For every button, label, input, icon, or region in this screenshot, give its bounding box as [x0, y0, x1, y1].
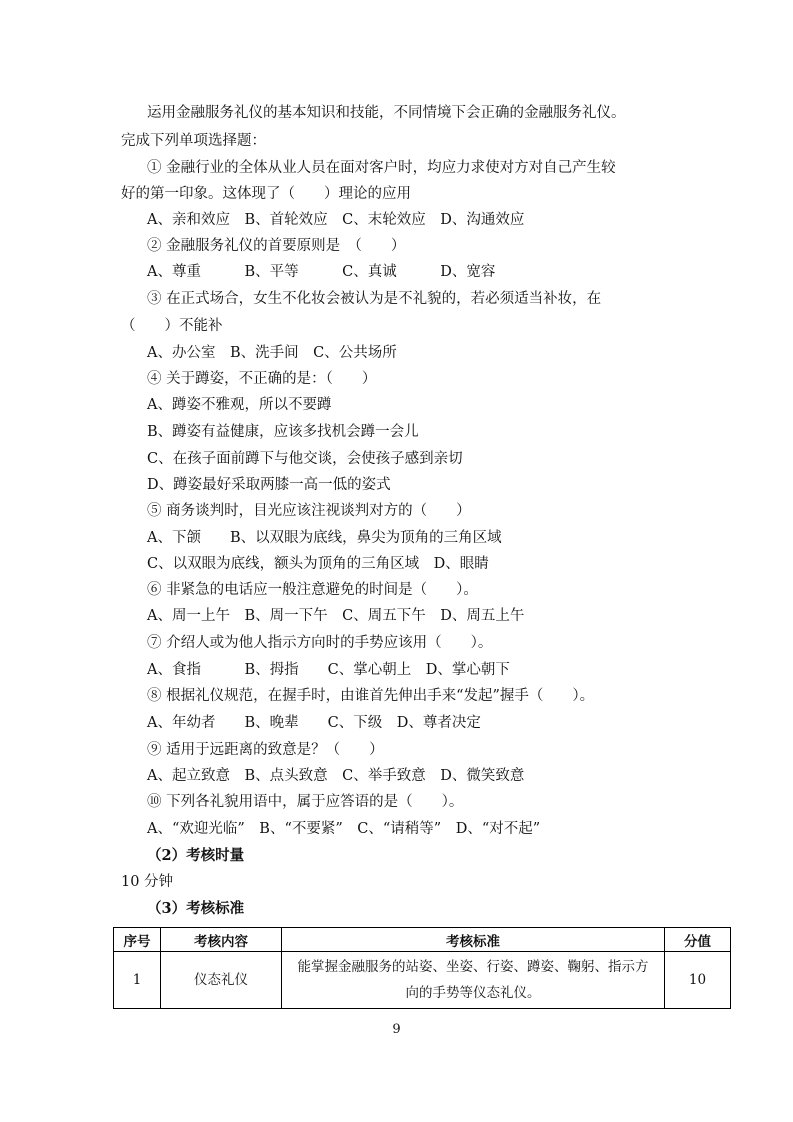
q3-stem-line-2: （ ）不能补	[121, 318, 223, 334]
q8-stem: ⑧ 根据礼仪规范，在握手时，由谁首先伸出手来“发起”握手（ ）。	[147, 688, 595, 704]
q9-options: A、起立致意 B、点头致意 C、举手致意 D、微笑致意	[147, 768, 525, 784]
q10-options: A、“欢迎光临” B、“不要紧” C、“请稍等” D、“对不起”	[147, 821, 541, 837]
q5-stem: ⑤ 商务谈判时，目光应该注视谈判对方的（ ）	[147, 503, 471, 519]
table-row	[114, 952, 731, 1009]
page-number: 9	[392, 1022, 401, 1037]
cell-score: 10	[665, 952, 731, 1009]
q3-stem-line-1: ③ 在正式场合，女生不化妆会被认为是不礼貌的，若必须适当补妆，在	[147, 291, 602, 307]
q4-option-c: C、在孩子面前蹲下与他交谈，会使孩子感到亲切	[147, 451, 463, 467]
intro-line-2: 完成下列单项选择题：	[121, 133, 266, 149]
q1-stem-line-1: ① 金融行业的全体从业人员在面对客户时，均应力求使对方对自己产生较	[147, 160, 616, 176]
cell-standard: 能掌握金融服务的站姿、坐姿、行姿、蹲姿、鞠躬、指示方向的手势等仪态礼仪。	[282, 952, 665, 1009]
q4-stem: ④ 关于蹲姿，不正确的是：（ ）	[147, 371, 377, 387]
header-content: 考核内容	[161, 928, 282, 952]
section-2-value: 10 分钟	[121, 874, 174, 890]
intro-line-1: 运用金融服务礼仪的基本知识和技能，不同情境下会正确的金融服务礼仪。	[147, 105, 626, 121]
q2-stem: ② 金融服务礼仪的首要原则是 （ ）	[147, 238, 406, 254]
q5-options-line-1: A、下颌 B、以双眼为底线，鼻尖为顶角的三角区域	[147, 530, 502, 546]
section-3-heading: （3）考核标准	[147, 900, 245, 917]
cell-content: 仪态礼仪	[161, 952, 282, 1009]
q6-options: A、周一上午 B、周一下午 C、周五下午 D、周五上午	[147, 608, 525, 624]
q7-options: A、食指 B、拇指 C、掌心朝上 D、掌心朝下	[147, 662, 510, 678]
cell-number: 1	[114, 952, 161, 1009]
q4-option-d: D、蹲姿最好采取两膝一高一低的姿式	[147, 477, 391, 493]
q1-options: A、亲和效应 B、首轮效应 C、末轮效应 D、沟通效应	[147, 212, 525, 228]
assessment-table	[113, 927, 731, 1009]
section-2-heading: （2）考核时量	[147, 847, 245, 864]
q1-stem-line-2: 好的第一印象。这体现了（ ）理论的应用	[121, 186, 411, 202]
q2-options: A、尊重 B、平等 C、真诚 D、宽容	[147, 264, 496, 280]
header-standard: 考核标准	[282, 928, 665, 952]
q6-stem: ⑥ 非紧急的电话应一般注意避免的时间是（ ）。	[147, 582, 478, 598]
q9-stem: ⑨ 适用于远距离的致意是？（ ）	[147, 742, 384, 758]
q5-options-line-2: C、以双眼为底线，额头为顶角的三角区域 D、眼睛	[147, 556, 489, 572]
q10-stem: ⑩ 下列各礼貌用语中，属于应答语的是（ ）。	[147, 794, 464, 810]
q3-options: A、办公室 B、洗手间 C、公共场所	[147, 345, 397, 361]
q7-stem: ⑦ 介绍人或为他人指示方向时的手势应该用（ ）。	[147, 635, 493, 651]
q8-options: A、年幼者 B、晚辈 C、下级 D、尊者决定	[147, 715, 481, 731]
table-header-row	[114, 928, 731, 952]
header-score: 分值	[665, 928, 731, 952]
q4-option-b: B、蹲姿有益健康，应该多找机会蹲一会儿	[147, 424, 419, 440]
header-number: 序号	[114, 928, 161, 952]
q4-option-a: A、蹲姿不雅观，所以不要蹲	[147, 397, 332, 413]
